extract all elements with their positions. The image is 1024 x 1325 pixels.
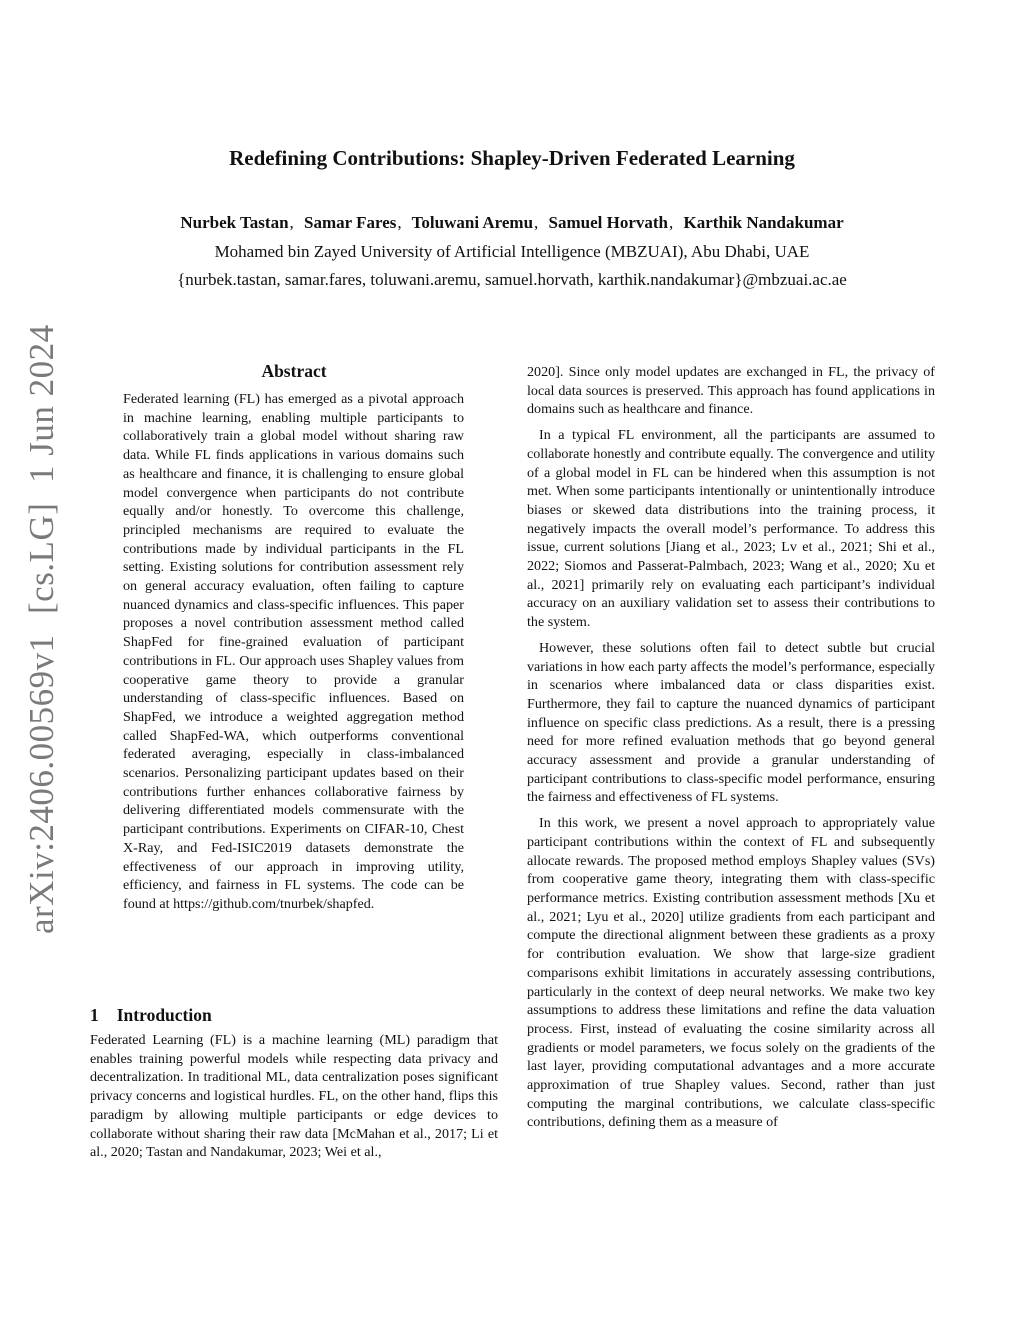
intro-paragraph-2: In a typical FL environment, all the participants are assumed to collaborate honestly and contribute equally. The convergence and utility of a global model in FL can be hindered when this assumption is not met. When some participants intentionally or unintentionally introduce biases or skewed data distributions into the training process, it negatively impacts the overall model’s performance. To address this issue, current solutions [Jiang et al., 2023; Lv et al., 2021; Shi et al., 2022; Siomos and Passerat-Palmbach, 2023; Wang et al., 2020; Xu et al., 2021] primarily rely on evaluating each participant’s individual accuracy on an auxiliary validation set to assess their contributions to the system.: [527, 427, 935, 631]
arxiv-category: [cs.LG]: [22, 502, 61, 615]
arxiv-id: arXiv:2406.00569v1: [22, 634, 61, 934]
abstract-body: [123, 390, 464, 914]
section-title: Introduction: [116, 1005, 212, 1025]
intro-right-column: [527, 363, 935, 1132]
affiliation: Mohamed bin Zayed University of Artificial Intelligence (MBZUAI), Abu Dhabi, UAE: [214, 242, 810, 261]
arxiv-date: 1 Jun 2024: [22, 324, 61, 483]
author-emails: {nurbek.tastan, samar.fares, toluwani.aremu, samuel.horvath, karthik.nandakumar}@mbzuai.ac.ae: [177, 270, 847, 289]
section-heading: [90, 1005, 212, 1026]
intro-paragraph-3: However, these solutions often fail to detect subtle but crucial variations in how each party affects the model’s performance, especially in scenarios where imbalanced data or class disparities exist. Furthermore, they fail to capture the nuanced dynamics of participant influence on specific class predictions. As a result, there is a pressing need for more refined evaluation methods that go beyond general accuracy assessment and provide a granular understanding of participant contributions to class-specific model performance, ensuring the fairness and effectiveness of FL systems.: [527, 639, 935, 806]
author-name: Nurbek Tastan: [180, 213, 289, 232]
abstract-text: Federated learning (FL) has emerged as a pivotal approach in machine learning, enabling multiple participants to collaboratively train a global model without sharing raw data. While FL finds applications in various domains such as healthcare and finance, it is challenging to ensure global model convergence when participants do not contribute equally and/or honestly. To overcome this challenge, principled mechanisms are required to evaluate the contributions made by individual participants in the FL setting. Existing solutions for contribution assessment rely on general accuracy evaluation, often failing to capture nuanced dynamics and class-specific influences. This paper proposes a novel contribution assessment method called ShapFed for fine-grained evaluation of participant contributions in FL. Our approach uses Shapley values from cooperative game theory to provide a granular understanding of class-specific influences. Based on ShapFed, we introduce a weighted aggregation method called ShapFed-WA, which outperforms conventional federated averaging, especially in class-imbalanced scenarios. Personalizing participant updates based on their contributions further enhances collaborative fairness by delivering differentiated models commensurate with the participant contributions. Experiments on CIFAR-10, Chest X-Ray, and Fed-ISIC2019 datasets demonstrate the effectiveness of our approach in improving utility, efficiency, and fairness in FL systems. The code can be found at https://github.com/tnurbek/shapfed.: [123, 391, 464, 912]
intro-paragraph-1: Federated Learning (FL) is a machine learning (ML) paradigm that enables training powerful models while respecting data privacy and decentralization. In traditional ML, data centralization poses significant privacy concerns and logistical hurdles. FL, on the other hand, flips this paradigm by allowing multiple participants or edge devices to collaborate without sharing their raw data [McMahan et al., 2017; Li et al., 2020; Tastan and Nandakumar, 2023; Wei et al.,: [90, 1032, 498, 1161]
author-name: Toluwani Aremu: [411, 213, 534, 232]
section-number: 1: [90, 1005, 99, 1025]
author-name: Samuel Horvath: [548, 213, 669, 232]
arxiv-watermark: [22, 324, 74, 934]
author-list: Nurbek Tastan, Samar Fares, Toluwani Aremu, Samuel Horvath, Karthik Nandakumar: [180, 213, 844, 232]
intro-paragraph-4: In this work, we present a novel approach to appropriately value participant contributions within the context of FL and subsequently allocate rewards. The proposed method employs Shapley values (SVs) from cooperative game theory, integrating them with class-specific performance metrics. Existing contribution assessment methods [Xu et al., 2021; Lyu et al., 2020] utilize gradients from each participant and compute the directional alignment between these gradients as a proxy for contribution evaluation. We show that large-size gradient comparisons exhibit limitations in accurately assessing contributions, particularly in the context of deep neural networks. We make two key assumptions to address these limitations and refine the data valuation process. First, instead of evaluating the cosine similarity across all gradients or model parameters, we focus solely on the gradients of the last layer, providing computational advantages and a more accurate approximation of true Shapley values. Second, rather than just computing the marginal contributions, we calculate class-specific contributions, defining them as a measure of: [527, 815, 935, 1131]
abstract-heading: Abstract: [261, 361, 327, 381]
intro-paragraph-1-continued: 2020]. Since only model updates are exchanged in FL, the privacy of local data sources is preserved. This approach has found applications in domains such as healthcare and finance.: [527, 364, 935, 418]
intro-left-column: [90, 1031, 498, 1162]
paper-title: Redefining Contributions: Shapley-Driven Federated Learning: [229, 146, 795, 170]
author-name: Karthik Nandakumar: [683, 213, 844, 232]
author-name: Samar Fares: [304, 213, 397, 232]
